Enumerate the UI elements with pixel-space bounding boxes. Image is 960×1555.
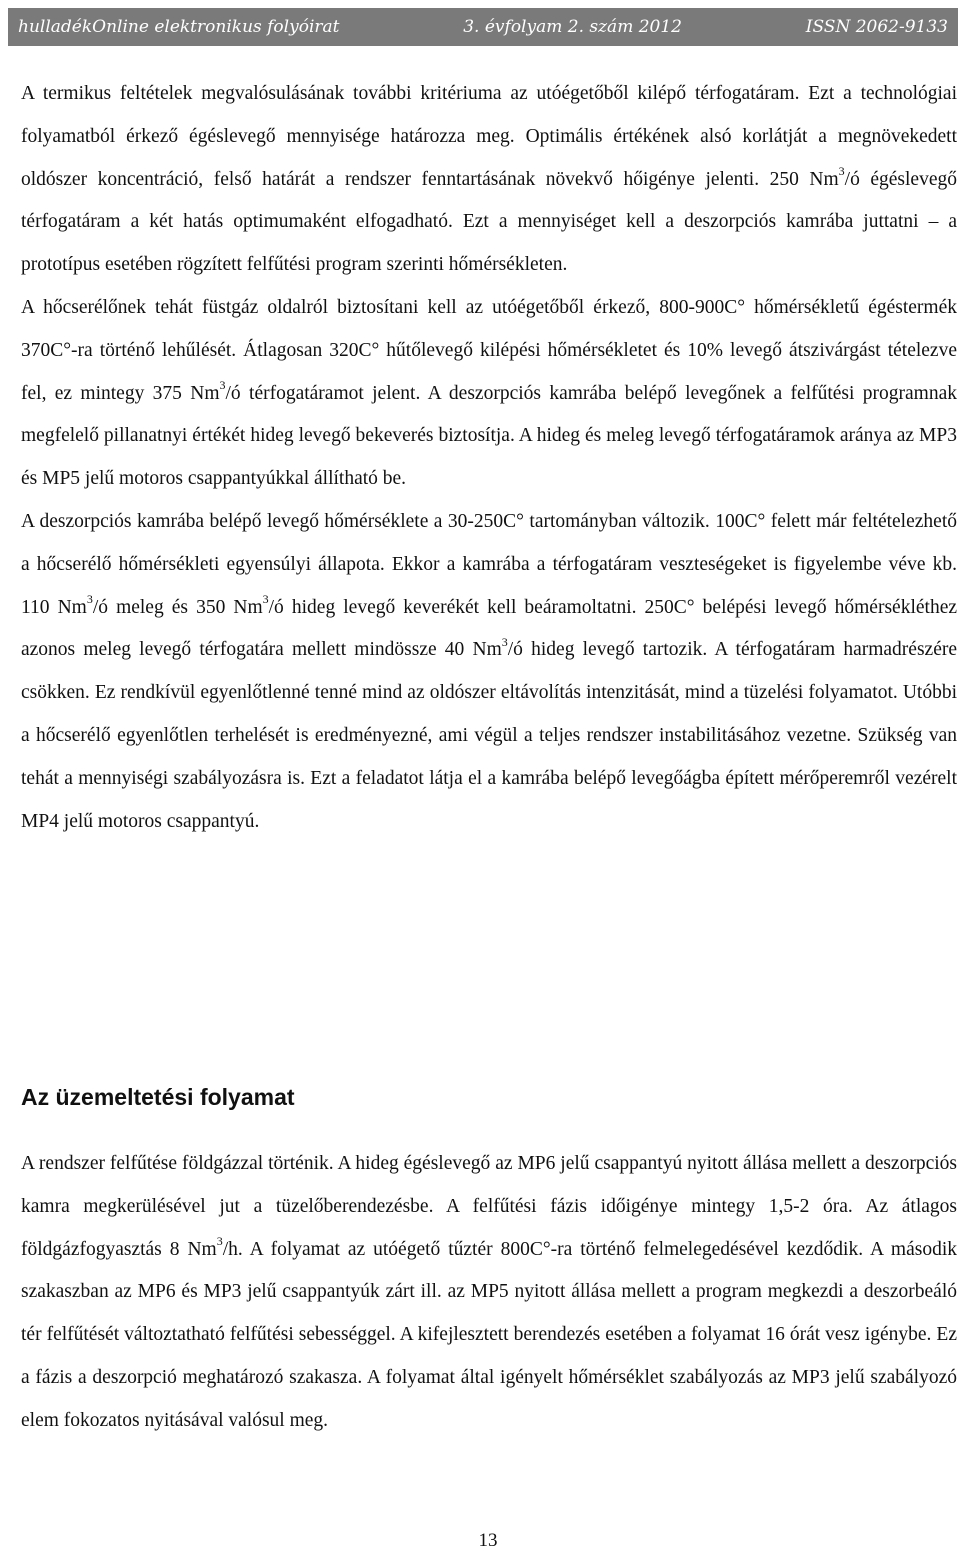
body-text-upper	[21, 73, 957, 843]
paragraph-heat-exchanger: A hőcserélőnek tehát füstgáz oldalról biztosítani kell az utóégetőből érkező, 800-900C° hőmérsékletű égéstermék 370C°-ra történő lehűlését. Átlagosan 320C° hűtőlevegő kilépési hőmérsékletet és 10% levegő átszivárgást tételezve fel, ez mintegy 375 Nm$^3$/ó térfogatáramot jelent. A deszorpciós kamrába belépő levegőnek a felfűtési programnak megfelelő pillanatnyi értékét hideg levegő bekeverés biztosítja. A hideg és meleg levegő térfogatáramok aránya az MP3 és MP5 jelű motoros csappantyúkkal állítható be.	[21, 296, 957, 490]
paragraph-thermal-conditions: A termikus feltételek megvalósulásának további kritériuma az utóégetőből kilépő térfogatáram. Ezt a technológiai folyamatból érkező égéslevegő mennyisége határozza meg. Optimális értékének alsó korlátját a megnövekedett oldószer koncentráció, felső határát a rendszer fenntartásának növekvő hőigénye jelenti. 250 Nm$^3$/ó égéslevegő térfogatáram a két hatás optimumaként elfogadható. Ezt a mennyiséget kell a deszorpciós kamrába juttatni – a prototípus esetében rögzített felfűtési program szerinti hőmérsékleten.	[21, 83, 957, 276]
journal-issn: ISSN 2062-9133	[805, 17, 948, 37]
paragraph-desorption-air: A deszorpciós kamrába belépő levegő hőmérséklete a 30-250C° tartományban változik. 100C° felett már feltételezhető a hőcserélő hőmérsékleti egyensúlyi állapota. Ekkor a kamrába a térfogatáram veszteségeket is figyelembe véve kb. 110 Nm$^3$/ó meleg és 350 Nm$^3$/ó hideg levegő keverékét kell beáramoltatni. 250C° belépési levegő hőmérsékléthez azonos meleg levegő térfogatára mellett mindössze 40 Nm$^3$/ó hideg levegő tartozik. A térfogatáram harmadrészére csökken. Ez rendkívül egyenlőtlenné tenné mind az oldószer eltávolítás intenzitását, mind a tüzelési folyamatot. Utóbbi a hőcserélő egyenlőtlen terhelését is eredményezné, ami végül a teljes rendszer instabilitásához vezetne. Szükség van tehát a mennyiségi szabályozásra is. Ezt a feladatot látja el a kamrába belépő levegőágba épített mérőperemről vezérelt MP4 jelű motoros csappantyú.	[21, 510, 958, 832]
paragraph-operation-process: A rendszer felfűtése földgázzal történik. A hideg égéslevegő az MP6 jelű csappantyú nyitott állása mellett a deszorpciós kamra megkerülésével jut a tüzelőberendezésbe. A felfűtési fázis időigénye mintegy 1,5-2 óra. Az átlagos földgázfogyasztás 8 Nm$^3$/h. A folyamat az utóégető tűztér 800C°-ra történő felmelegedésével kezdődik. A második szakaszban az MP6 és MP3 jelű csappantyúk zárt ill. az MP5 nyitott állása mellett a program megkezdi a deszorbeáló tér felfűtését változtatható felfűtési sebességgel. A kifejlesztett berendezés esetében a folyamat 16 órát vesz igénybe. Ez a fázis a deszorpció meghatározó szakasza. A folyamat által igényelt hőmérséklet szabályozás az MP3 jelű szabályozó elem fokozatos nyitásával valósul meg.	[21, 1153, 957, 1431]
journal-header-bar	[8, 8, 958, 46]
journal-issue: 3. évfolyam 2. szám 2012	[463, 17, 682, 37]
body-text-lower	[21, 1143, 957, 1443]
section-heading: Az üzemeltetési folyamat	[21, 1084, 295, 1110]
page-number: 13	[478, 1530, 498, 1551]
journal-title: hulladékOnline elektronikus folyóirat	[18, 17, 340, 37]
